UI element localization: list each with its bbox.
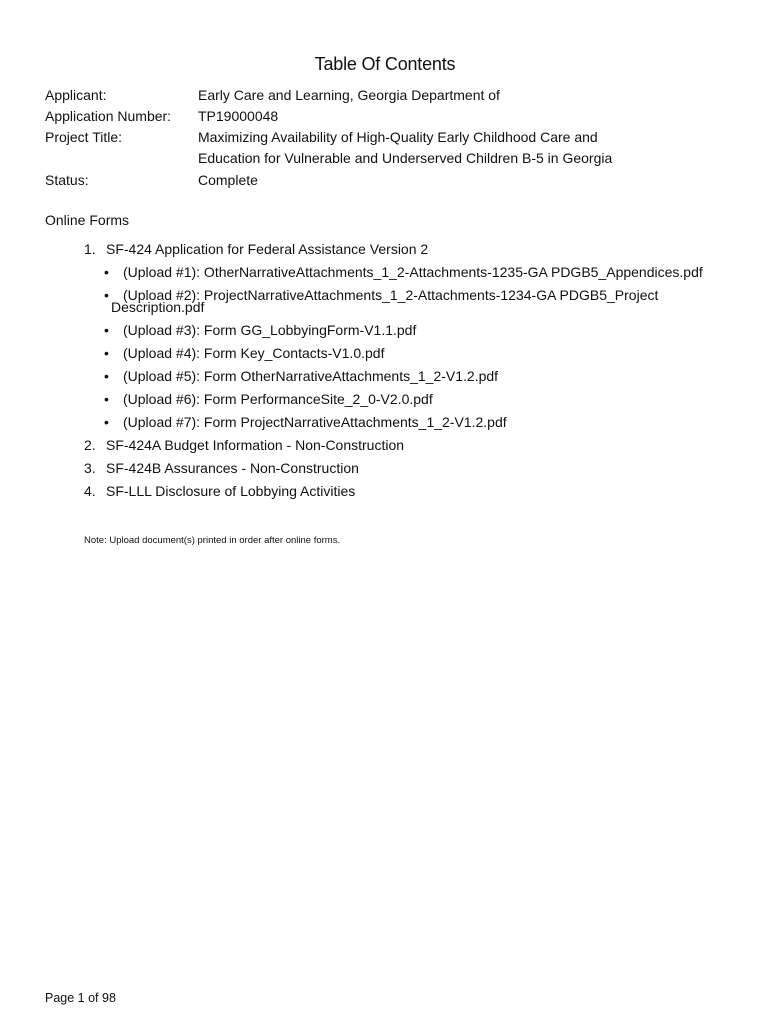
bullet: • [104,345,109,361]
project-title-value [198,127,638,169]
form-item-label: SF-424A Budget Information - Non-Construction [106,437,405,453]
upload-item-text: (Upload #7): Form ProjectNarrativeAttachments_1_2-V1.2.pdf [123,414,507,430]
application-number-value: TP19000048 [198,108,279,124]
form-item-number: 3. [84,460,96,476]
upload-item-text: (Upload #4): Form Key_Contacts-V1.0.pdf [123,345,385,361]
bullet: • [104,391,109,407]
status-label: Status: [45,172,89,188]
upload-item-text: (Upload #5): Form OtherNarrativeAttachments_1_2-V1.2.pdf [123,368,499,384]
form-item-number: 1. [84,241,96,257]
bullet: • [104,264,109,280]
form-item-number: 4. [84,483,96,499]
application-number-row [45,106,638,127]
upload-item-text: (Upload #1): OtherNarrativeAttachments_1_2-Attachments-1235-GA PDGB5_Appendices.pdf [123,264,703,280]
applicant-value: Early Care and Learning, Georgia Department of [198,87,500,103]
status-value: Complete [198,172,258,188]
note-text: Note: Upload document(s) printed in order after online forms. [84,535,341,546]
applicant-row [45,85,638,106]
form-item-label: SF-424 Application for Federal Assistance Version 2 [106,241,429,257]
form-item-number: 2. [84,437,96,453]
upload-item-text: (Upload #2): ProjectNarrativeAttachments_1_2-Attachments-1234-GA PDGB5_Project [123,287,659,303]
form-item-1 [84,241,428,258]
upload-item-text: (Upload #3): Form GG_LobbyingForm-V1.1.pdf [123,322,417,338]
upload-item-1 [104,266,724,278]
bullet: • [104,368,109,384]
project-title-row [45,127,638,169]
applicant-label: Applicant: [45,87,107,103]
upload-item-5 [104,370,724,382]
form-item-3 [84,460,359,477]
status-row [45,170,638,191]
bullet: • [104,414,109,430]
bullet: • [104,322,109,338]
upload-item-4 [104,347,724,359]
application-number-label: Application Number: [45,108,172,124]
upload-item-text: (Upload #6): Form PerformanceSite_2_0-V2.0.pdf [123,391,433,407]
upload-item-2-continuation: Description.pdf [111,299,205,315]
page-number-footer: Page 1 of 98 [45,991,116,1005]
bullet: • [104,287,109,303]
project-title-line-2: Education for Vulnerable and Underserved Children B-5 in Georgia [198,150,613,166]
online-forms-heading: Online Forms [45,212,130,228]
form-item-label: SF-424B Assurances - Non-Construction [106,460,359,476]
form-item-label: SF-LLL Disclosure of Lobbying Activities [106,483,356,499]
upload-item-6 [104,393,724,405]
form-item-4 [84,483,355,500]
form-item-2 [84,437,404,454]
project-title-label: Project Title: [45,129,123,145]
upload-item-3 [104,324,724,336]
upload-item-7 [104,416,724,428]
page-title: Table Of Contents [314,54,456,74]
project-title-line-1: Maximizing Availability of High-Quality Early Childhood Care and [198,129,598,145]
